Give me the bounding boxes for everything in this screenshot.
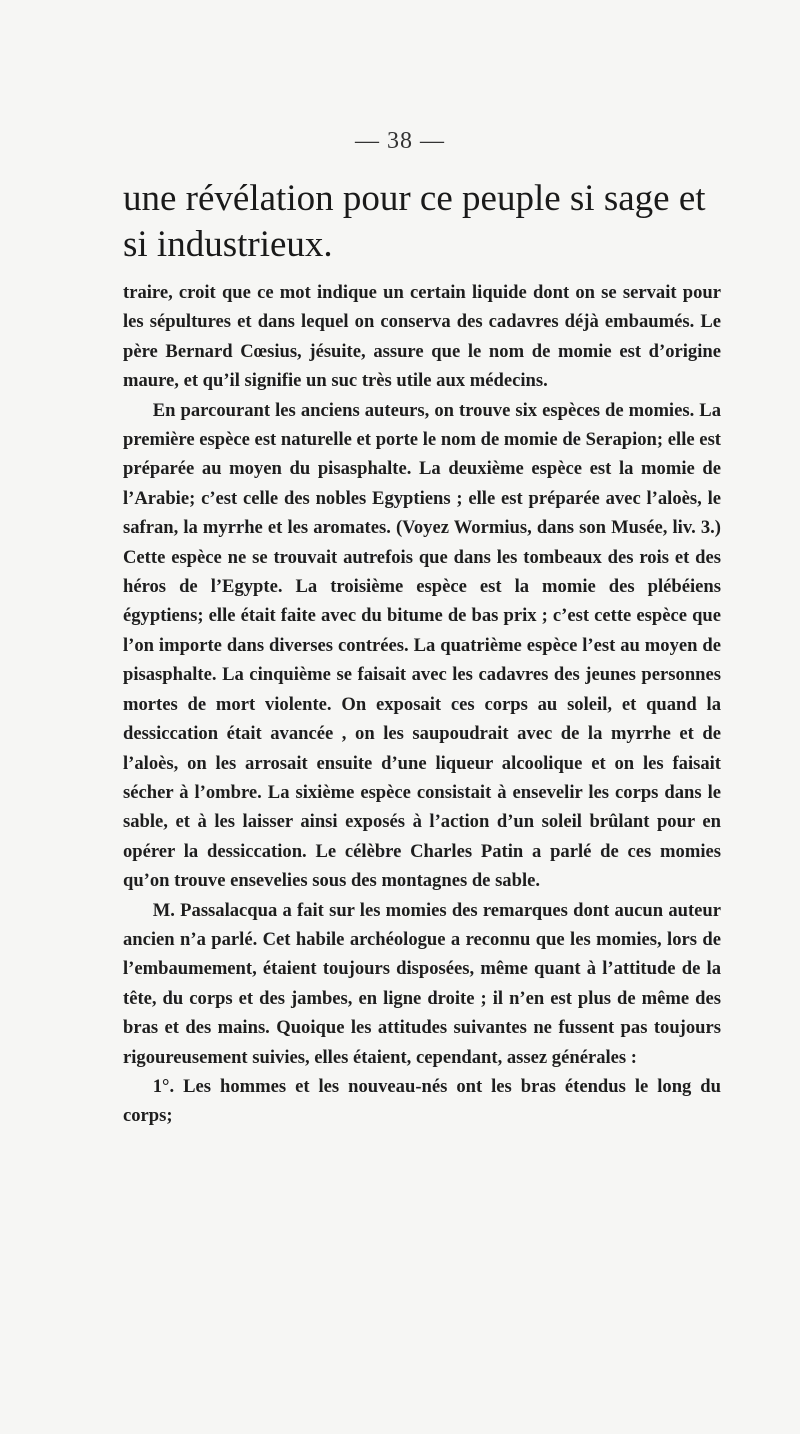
page-heading: une révélation pour ce peuple si sage et si industrieux. [123, 178, 706, 265]
paragraph-3: M. Passalacqua a fait sur les momies des remarques dont aucun auteur ancien n’a parlé. Cet habile archéologue a reconnu que les momies, lors de l’embaumement, étaient toujours disposées, même quant à l’attitude de la tête, du corps et des jambes, en ligne droite ; il n’en est plus de même des bras et des mains. Quoique les attitudes suivantes ne fussent pas toujours rigoureusement suivies, elles étaient, cependant, assez générales : [123, 899, 721, 1068]
paragraph-2: En parcourant les anciens auteurs, on trouve six espèces de momies. La première espèce est naturelle et porte le nom de momie de Serapion; elle est préparée au moyen du pisasphalte. La deuxième espèce est la momie de l’Arabie; c’est celle des nobles Egyptiens ; elle est préparée avec l’aloès, le safran, la myrrhe et les aromates. (Voyez Wormius, dans son Musée, liv. 3.) Cette espèce ne se trouvait autrefois que dans les tombeaux des rois et des héros de l’Egypte. La troisième espèce est la momie des plébéiens égyptiens; elle était faite avec du bitume de bas prix ; c’est cette espèce que l’on importe dans diverses contrées. La quatrième espèce l’est au moyen de pisasphalte. La cinquième se faisait avec les cadavres des jeunes personnes mortes de mort violente. On exposait ces corps au soleil, et quand la dessiccation était avancée , on les saupoudrait avec de la myrrhe et de l’aloès, on les arrosait ensuite d’une liqueur alcoolique et on les faisait sécher à l’ombre. La sixième espèce consistait à ensevelir les corps dans le sable, et à les laisser ainsi exposés à l’action d’un soleil brûlant pour en opérer la dessiccation. Le célèbre Charles Patin a parlé de ces momies qu’on trouve ensevelies sous des montagnes de sable. [123, 399, 721, 892]
page-number: — 38 — [355, 128, 445, 154]
body-text [123, 278, 721, 1131]
paragraph-4: 1°. Les hommes et les nouveau-nés ont les bras étendus le long du corps; [123, 1075, 721, 1127]
paragraph-1: traire, croit que ce mot indique un certain liquide dont on se servait pour les sépultures et dans lequel on conserva des cadavres déjà embaumés. Le père Bernard Cœsius, jésuite, assure que le nom de momie est d’origine maure, et qu’il signifie un suc très utile aux médecins. [123, 282, 721, 392]
